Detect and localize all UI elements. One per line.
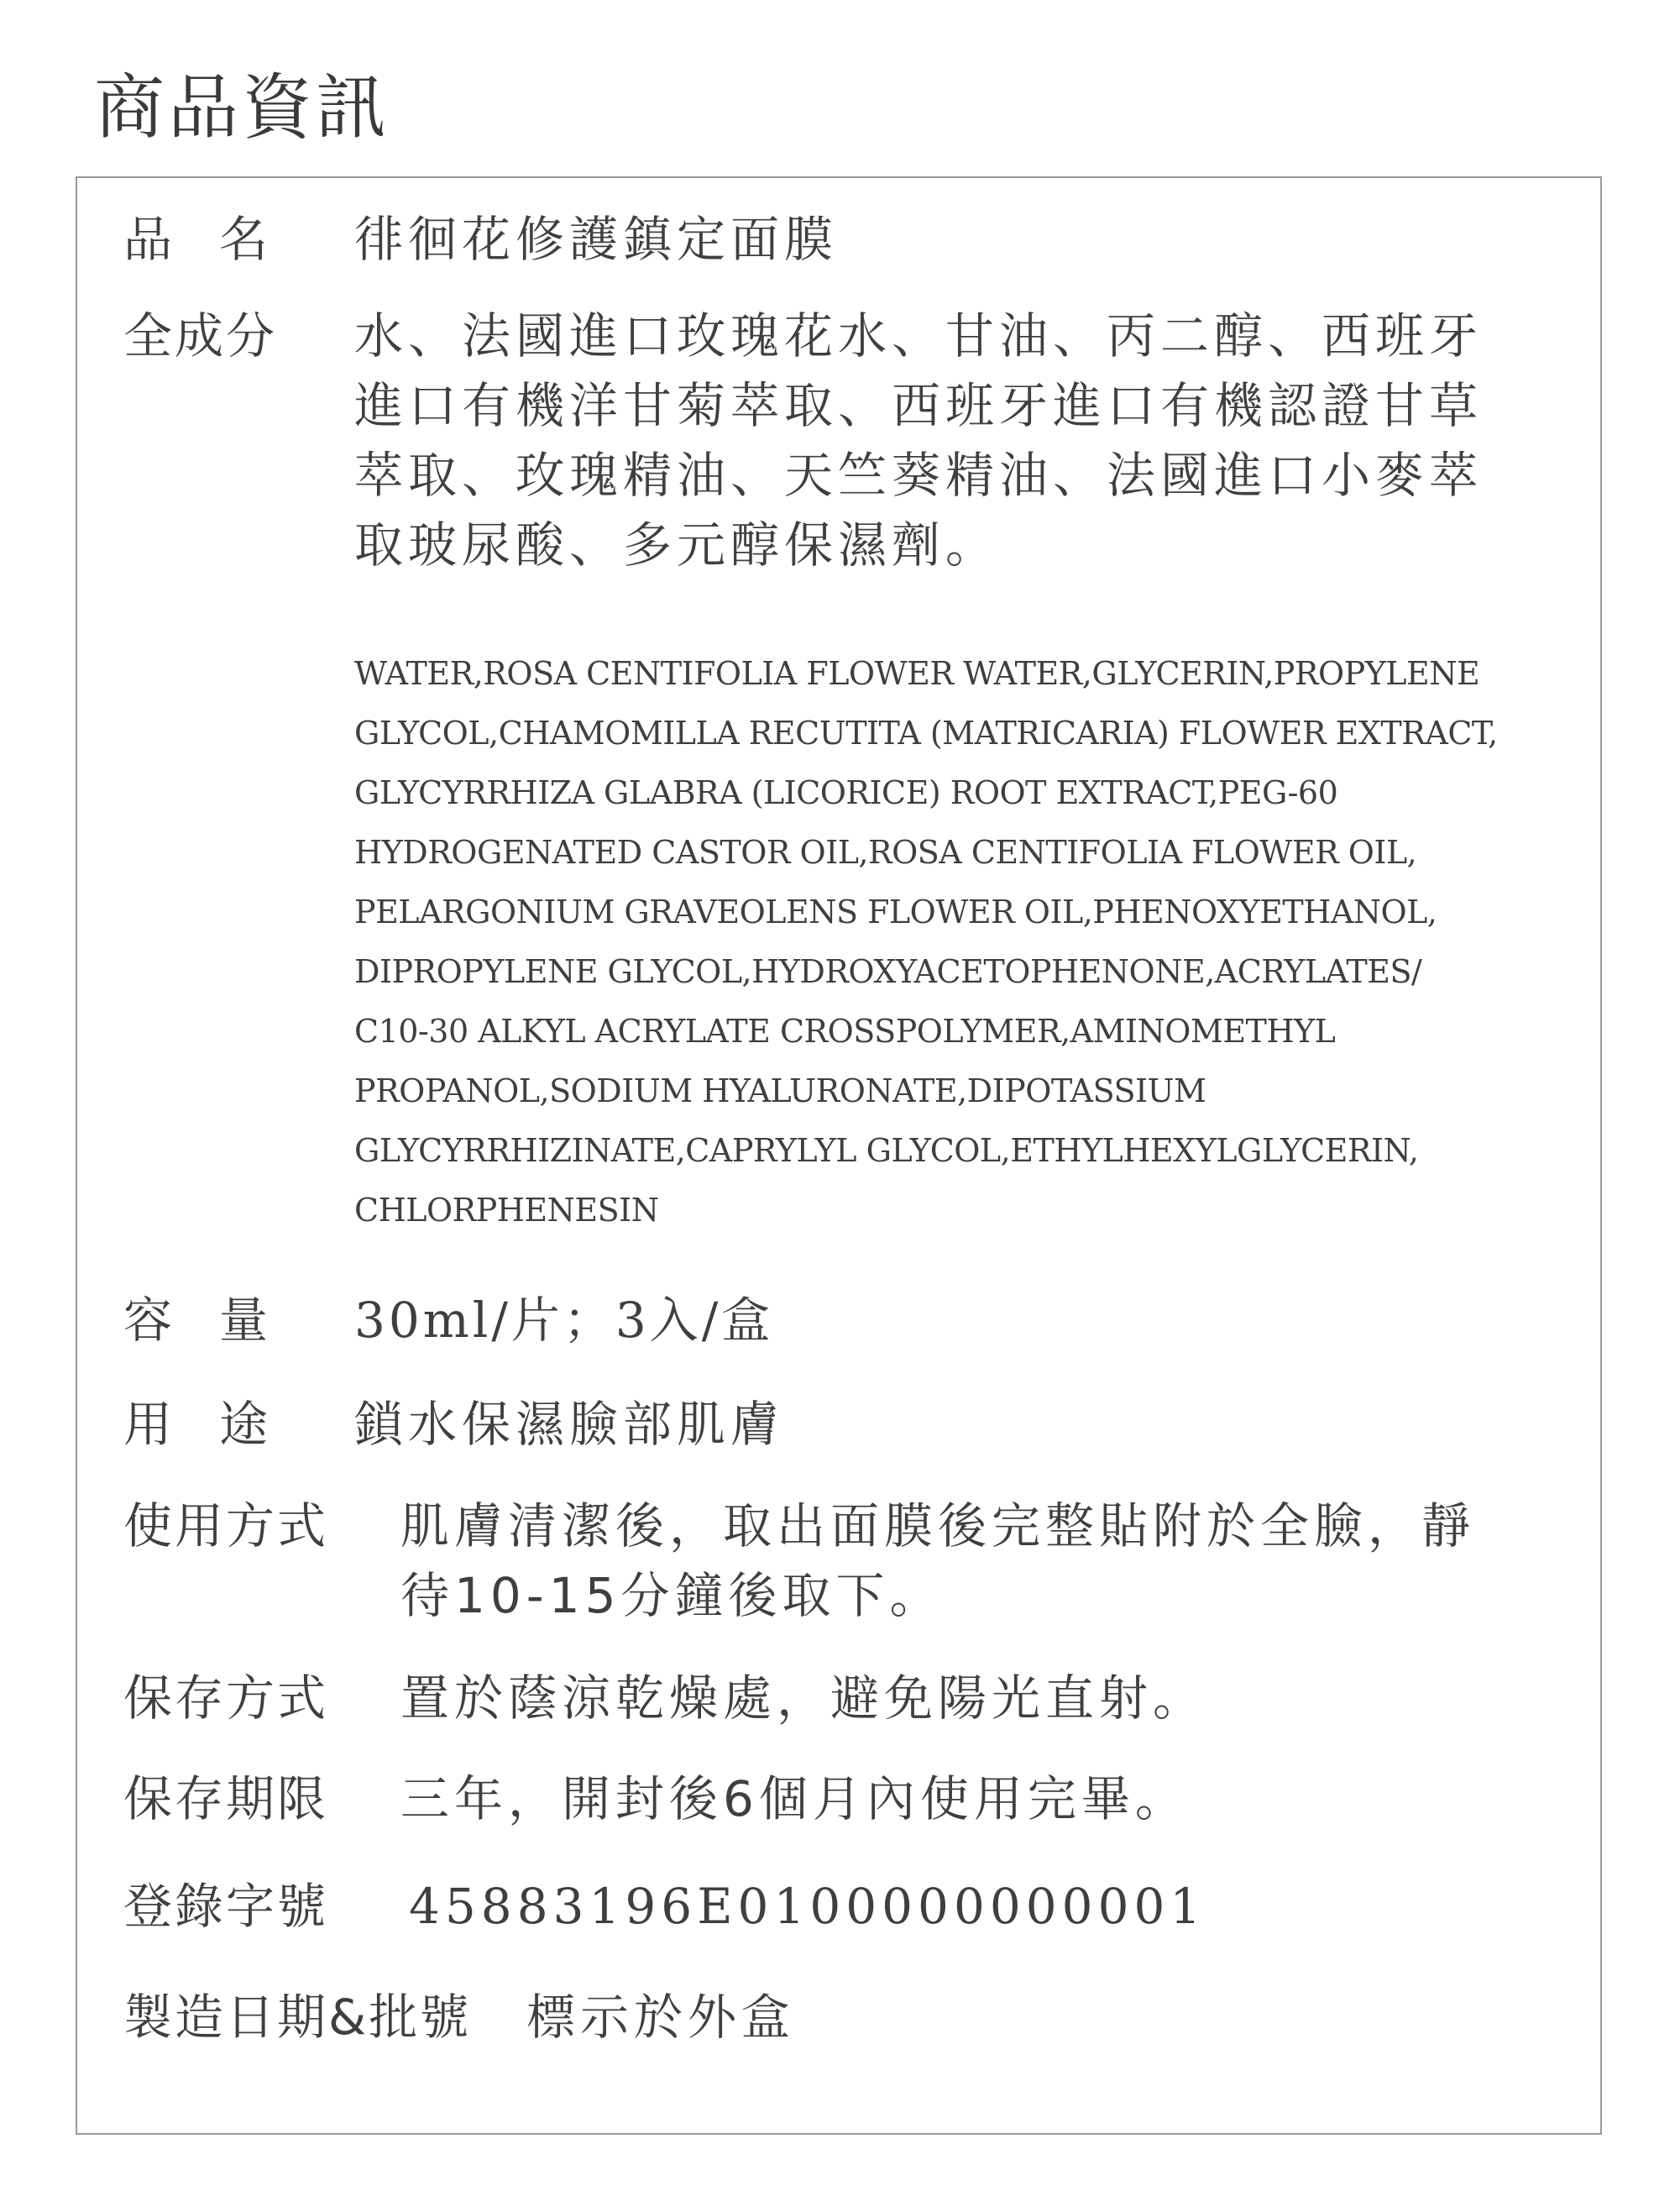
registration-label: 登錄字號 <box>123 1878 329 1935</box>
product-name-value: 徘徊花修護鎮定面膜 <box>354 211 839 268</box>
page-title: 商品資訊 <box>94 66 390 149</box>
ingredients-cn-line: 進口有機洋甘菊萃取、西班牙進口有機認證甘草 <box>354 377 1484 434</box>
shelf-life-value: 三年，開封後6個月內使用完畢。 <box>400 1770 1189 1827</box>
volume-label: 容量 <box>123 1292 316 1349</box>
ingredients-en-line: HYDROGENATED CASTOR OIL,ROSA CENTIFOLIA FLOWER OIL, <box>354 834 1417 871</box>
product-name-label: 品名 <box>123 211 316 268</box>
directions-label: 使用方式 <box>123 1497 329 1554</box>
ingredients-cn-line: 取玻尿酸、多元醇保濕劑。 <box>354 516 1000 574</box>
usage-label: 用途 <box>123 1396 316 1453</box>
ingredients-en-line: GLYCOL,CHAMOMILLA RECUTITA (MATRICARIA) FLOWER EXTRACT, <box>354 715 1498 752</box>
usage-value: 鎖水保濕臉部肌膚 <box>354 1396 785 1453</box>
ingredients-en-line: C10-30 ALKYL ACRYLATE CROSSPOLYMER,AMINOMETHYL <box>354 1013 1336 1050</box>
shelf-life-label: 保存期限 <box>123 1770 329 1827</box>
storage-label: 保存方式 <box>123 1669 329 1727</box>
manufacture-label: 製造日期&批號 <box>123 1989 472 2046</box>
storage-value: 置於蔭涼乾燥處，避免陽光直射。 <box>400 1669 1207 1727</box>
ingredients-cn-line: 水、法國進口玫瑰花水、甘油、丙二醇、西班牙 <box>354 307 1484 364</box>
ingredients-en-line: WATER,ROSA CENTIFOLIA FLOWER WATER,GLYCERIN,PROPYLENE <box>354 655 1480 692</box>
directions-line: 待10-15分鐘後取下。 <box>400 1567 944 1624</box>
ingredients-en-line: CHLORPHENESIN <box>354 1192 659 1229</box>
ingredients-en-line: GLYCYRRHIZINATE,CAPRYLYL GLYCOL,ETHYLHEXYLGLYCERIN, <box>354 1132 1419 1169</box>
ingredients-en-line: PELARGONIUM GRAVEOLENS FLOWER OIL,PHENOXYETHANOL, <box>354 894 1437 930</box>
ingredients-en-line: PROPANOL,SODIUM HYALURONATE,DIPOTASSIUM <box>354 1072 1206 1109</box>
ingredients-en-line: GLYCYRRHIZA GLABRA (LICORICE) ROOT EXTRACT,PEG-60 <box>354 774 1338 811</box>
ingredients-label: 全成分 <box>123 307 278 364</box>
manufacture-value: 標示於外盒 <box>526 1989 796 2046</box>
directions-line: 肌膚清潔後，取出面膜後完整貼附於全臉，靜 <box>400 1497 1476 1554</box>
ingredients-en-line: DIPROPYLENE GLYCOL,HYDROXYACETOPHENONE,ACRYLATES/ <box>354 953 1422 990</box>
registration-value: 45883196E0100000000001 <box>409 1878 1206 1935</box>
product-info-box <box>76 176 1602 2135</box>
volume-value: 30ml/片；3入/盒 <box>354 1292 774 1349</box>
ingredients-cn-line: 萃取、玫瑰精油、天竺葵精油、法國進口小麥萃 <box>354 447 1484 504</box>
